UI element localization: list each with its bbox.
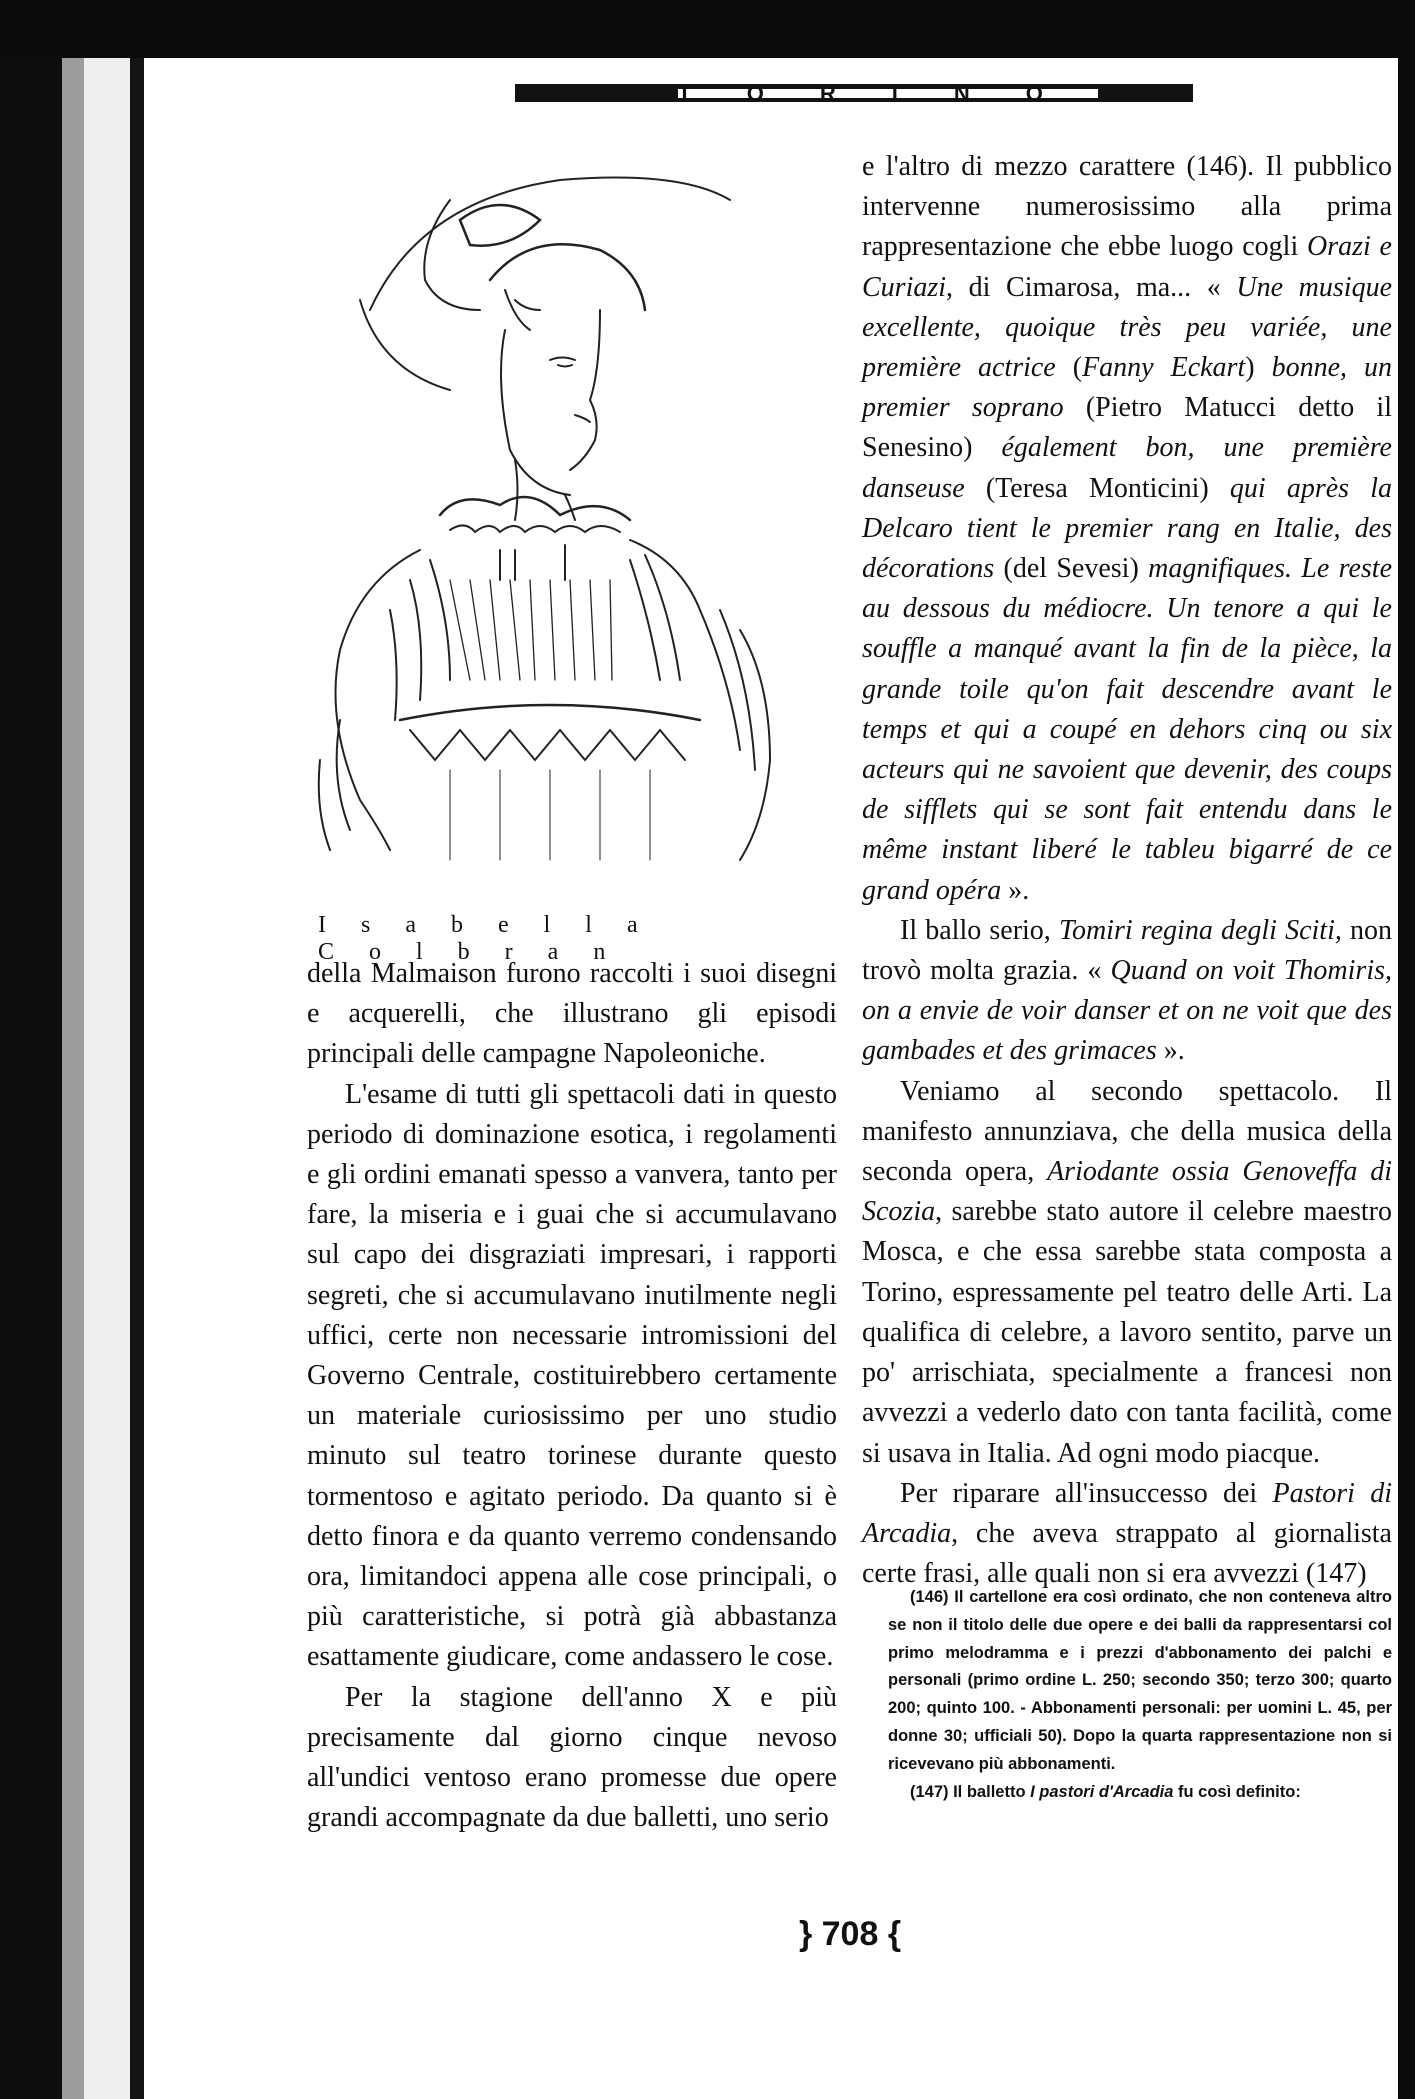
running-header [515,81,1193,106]
waistline [400,705,700,720]
left-paragraph-1: della Malmaison furono raccolti i suoi disegni e acquerelli, che illustrano gli episodi principali delle campagne Napoleoniche. [307,958,837,1070]
scan-left-border [0,58,62,2099]
binding-rule [130,58,144,2099]
running-title: TORINO [677,81,1099,106]
page-number: } 708 { [798,1915,902,1953]
page-ornament-left: } [798,1915,813,1953]
scan-page-edge [84,58,130,2099]
face-profile [570,310,600,470]
ruff-collar [440,497,630,520]
left-paragraph-2: L'esame di tutti gli spettacoli dati in questo periodo di dominazione esotica, i regolamenti e gli ordini emanati spesso a vanvera, tanto per fare, la miseria e i guai che si accumulavano sul capo dei disgraziati impresari, i rapporti segreti, che si accumulavano inutilmente negli uffici, certe non necessarie intromissioni del Governo Centrale, costituirebbero certamente un materiale curiosissimo per uno studio minuto sul teatro torinese durante questo tormentoso e agitato periodo. Da quanto si è detto finora e da quanto verremo condensando ora, limitandoci appena alle cose principali, o più caratteristiche, si potrà già abbastanza esattamente giudicare, come andassero le cose. [307,1078,837,1673]
page-ornament-right: { [887,1915,902,1953]
right-column [862,147,1392,1594]
footnote-147: (147) Il balletto I pastori d'Arcadia fu così definito: [910,1782,1301,1801]
right-paragraph-4: Per riparare all'insuccesso dei Pastori di Arcadia, che aveva strappato al giornalista certe frasi, alle quali non si era avvezzi (147) [862,1477,1392,1590]
left-sleeve-outline [336,550,421,850]
footnote-146: (146) Il cartellone era così ordinato, che non conteneva altro se non il titolo delle due opere e dei balli da rappresentarsi col primo melodramma e i prezzi d'abbonamento dei palchi e personali (primo ordine L. 250; secondo 350; terzo 300; quarto 200; quinto 100. - Abbonamenti personali: per uomini L. 45, per donne 30; ufficiali 50). Dopo la quarta rappresentazione non si ricevevano più abbonamenti. [888,1588,1392,1773]
scan-left-shadow [62,58,84,2099]
scan-top-border [0,0,1415,58]
right-paragraph-1: e l'altro di mezzo carattere (146). Il pubblico intervenne numerosissimo alla prima rappresentazione che ebbe luogo cogli Orazi e Curiazi, di Cimarosa, ma... « Une musique excellente, quoique très peu variée, une première actrice (Fanny Eckart) bonne, un premier soprano (Pietro Matucci detto il Senesino) également bon, une première danseuse (Teresa Monticini) qui après la Delcaro tient le premier rang en Italie, des décorations (del Sevesi) magnifiques. Le reste au dessous du médiocre. Un tenore a qui le souffle a manqué avant la fin de la pièce, la grande toile qu'on fait descendre avant le temps et qui a coupé en dehors cinq ou six acteurs qui ne savoient que devenir, des coups de sifflets qui se sont fait entendu dans le même instant liberé le tableu bigarré de ce grand opéra ». [862,151,1392,906]
footnotes [888,1584,1392,1806]
caption-text: Isabella Colbran [318,912,673,965]
hat-brim-top [370,178,730,311]
left-paragraph-3: Per la stagione dell'anno X e più precisamente dal giorno cinque nevoso all'undici ventoso erano promesse due opere grandi accompagnate da due balletti, uno serio [307,1681,837,1834]
hat-brim-left [360,300,450,390]
left-column [307,954,837,1838]
right-sleeve-outline [630,540,740,750]
portrait-illustration [300,160,860,895]
right-paragraph-2: Il ballo serio, Tomiri regina degli Sciti, non trovò molta grazia. « Quand on voit Thomiris, on a envie de voir danser et on ne voit que des gambades et des grimaces ». [862,914,1392,1067]
right-paragraph-3: Veniamo al secondo spettacolo. Il manifesto annunziava, che della musica della seconda opera, Ariodante ossia Genoveffa di Scozia, sarebbe stato autore il celebre maestro Mosca, e che essa sarebbe stata composta a Torino, espressamente pel teatro delle Arti. La qualifica di celebre, a lavoro sentito, parve un po' arrischiata, specialmente a francesi non avvezzi a vederlo dato con tanta facilità, come si usava in Italia. Ad ogni modo piacque. [862,1075,1393,1469]
scan-right-border [1398,0,1415,2099]
